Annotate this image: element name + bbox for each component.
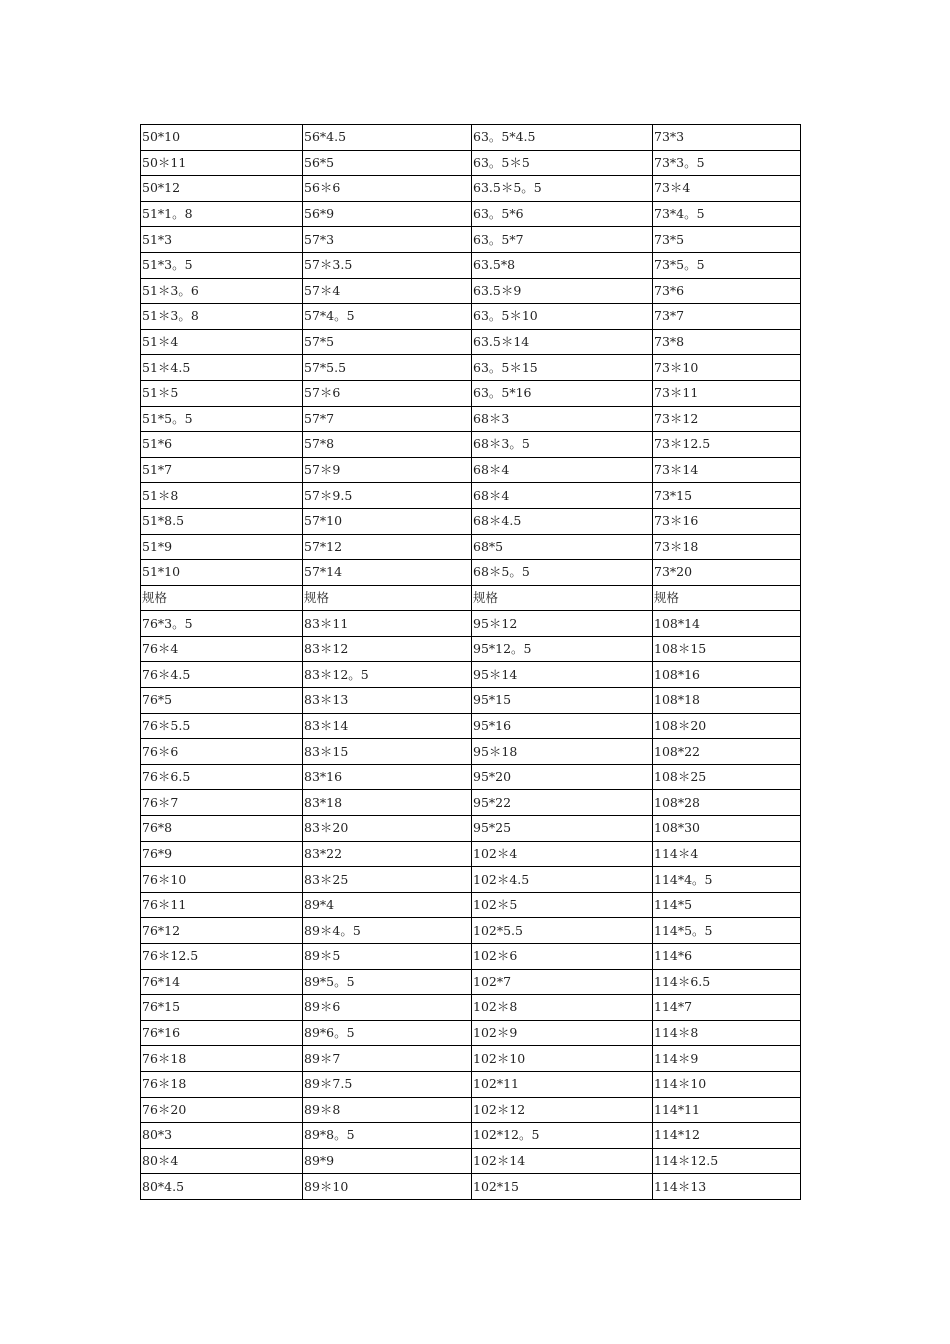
table-cell: 51*1。8 — [141, 201, 303, 227]
table-cell: 102＊12 — [472, 1097, 653, 1123]
table-cell: 108*14 — [653, 611, 801, 637]
table-cell: 73＊11 — [653, 380, 801, 406]
table-row — [141, 918, 801, 944]
table-cell: 76*14 — [141, 969, 303, 995]
table-cell: 51*5。5 — [141, 406, 303, 432]
table-row — [141, 816, 801, 842]
table-cell: 89＊6 — [303, 995, 472, 1021]
table-cell: 83＊20 — [303, 816, 472, 842]
table-cell: 73*3 — [653, 125, 801, 151]
table-cell: 108＊20 — [653, 713, 801, 739]
table-cell: 50＊11 — [141, 150, 303, 176]
table-cell: 73*5。5 — [653, 252, 801, 278]
table-cell: 63。5*16 — [472, 380, 653, 406]
table-row — [141, 1071, 801, 1097]
table-row — [141, 150, 801, 176]
table-cell: 57*14 — [303, 560, 472, 586]
table-cell: 57*12 — [303, 534, 472, 560]
table-row — [141, 764, 801, 790]
table-cell: 108＊25 — [653, 764, 801, 790]
table-cell: 73＊12 — [653, 406, 801, 432]
table-cell: 51*10 — [141, 560, 303, 586]
table-cell: 50*10 — [141, 125, 303, 151]
table-cell: 114＊6.5 — [653, 969, 801, 995]
table-cell: 95＊18 — [472, 739, 653, 765]
table-cell: 76*12 — [141, 918, 303, 944]
table-cell: 51*9 — [141, 534, 303, 560]
table-cell: 76＊5.5 — [141, 713, 303, 739]
table-cell: 57*4。5 — [303, 304, 472, 330]
table-cell: 114*7 — [653, 995, 801, 1021]
table-cell: 80*3 — [141, 1123, 303, 1149]
table-cell: 73*6 — [653, 278, 801, 304]
table-cell: 56*9 — [303, 201, 472, 227]
table-cell: 76*9 — [141, 841, 303, 867]
table-row — [141, 201, 801, 227]
table-cell: 68*5 — [472, 534, 653, 560]
table-cell: 50*12 — [141, 176, 303, 202]
table-cell: 89*8。5 — [303, 1123, 472, 1149]
table-cell: 102＊10 — [472, 1046, 653, 1072]
table-cell: 73*3。5 — [653, 150, 801, 176]
table-cell: 76＊10 — [141, 867, 303, 893]
table-cell: 规格 — [472, 585, 653, 611]
table-cell: 73*8 — [653, 329, 801, 355]
table-cell: 规格 — [653, 585, 801, 611]
spec-table — [140, 124, 801, 1200]
table-cell: 68＊3 — [472, 406, 653, 432]
table-cell: 规格 — [303, 585, 472, 611]
table-cell: 83＊12 — [303, 636, 472, 662]
table-cell: 108*16 — [653, 662, 801, 688]
table-cell: 83＊11 — [303, 611, 472, 637]
table-cell: 114*11 — [653, 1097, 801, 1123]
table-row — [141, 713, 801, 739]
table-cell: 83＊25 — [303, 867, 472, 893]
table-cell: 76＊6 — [141, 739, 303, 765]
table-cell: 76＊12.5 — [141, 944, 303, 970]
table-cell: 73＊10 — [653, 355, 801, 381]
table-cell: 76*16 — [141, 1020, 303, 1046]
table-cell: 102＊14 — [472, 1148, 653, 1174]
table-cell: 89*5。5 — [303, 969, 472, 995]
table-cell: 73*15 — [653, 483, 801, 509]
table-cell: 102＊9 — [472, 1020, 653, 1046]
table-cell: 51*8.5 — [141, 508, 303, 534]
table-cell: 76＊4 — [141, 636, 303, 662]
table-row — [141, 662, 801, 688]
table-cell: 102*15 — [472, 1174, 653, 1200]
table-cell: 102＊4 — [472, 841, 653, 867]
table-cell: 57＊3.5 — [303, 252, 472, 278]
table-row — [141, 406, 801, 432]
table-cell: 63。5*4.5 — [472, 125, 653, 151]
table-cell: 102＊8 — [472, 995, 653, 1021]
table-cell: 95*16 — [472, 713, 653, 739]
table-cell: 80＊4 — [141, 1148, 303, 1174]
table-cell: 57*3 — [303, 227, 472, 253]
table-cell: 57*5 — [303, 329, 472, 355]
table-cell: 80*4.5 — [141, 1174, 303, 1200]
table-cell: 76＊7 — [141, 790, 303, 816]
table-cell: 89＊8 — [303, 1097, 472, 1123]
table-cell: 108*30 — [653, 816, 801, 842]
table-cell: 63。5＊5 — [472, 150, 653, 176]
table-cell: 57*5.5 — [303, 355, 472, 381]
table-cell: 89＊7 — [303, 1046, 472, 1072]
table-cell: 57*7 — [303, 406, 472, 432]
table-cell: 89＊7.5 — [303, 1071, 472, 1097]
table-cell: 63.5*8 — [472, 252, 653, 278]
table-cell: 76*5 — [141, 688, 303, 714]
table-row — [141, 969, 801, 995]
table-cell: 102*5.5 — [472, 918, 653, 944]
table-cell: 76＊18 — [141, 1071, 303, 1097]
table-row — [141, 1148, 801, 1174]
table-row — [141, 585, 801, 611]
table-cell: 51*3。5 — [141, 252, 303, 278]
table-cell: 108＊15 — [653, 636, 801, 662]
table-cell: 95*15 — [472, 688, 653, 714]
table-cell: 102*7 — [472, 969, 653, 995]
table-cell: 89＊4。5 — [303, 918, 472, 944]
table-cell: 73*20 — [653, 560, 801, 586]
table-cell: 57*10 — [303, 508, 472, 534]
table-row — [141, 125, 801, 151]
table-cell: 51*7 — [141, 457, 303, 483]
table-cell: 规格 — [141, 585, 303, 611]
table-cell: 114*12 — [653, 1123, 801, 1149]
table-cell: 63.5＊9 — [472, 278, 653, 304]
table-cell: 114*5。5 — [653, 918, 801, 944]
table-row — [141, 278, 801, 304]
table-cell: 63。5*7 — [472, 227, 653, 253]
table-cell: 83*18 — [303, 790, 472, 816]
table-row — [141, 508, 801, 534]
table-cell: 83*16 — [303, 764, 472, 790]
table-cell: 114＊4 — [653, 841, 801, 867]
table-cell: 83＊15 — [303, 739, 472, 765]
table-cell: 114*6 — [653, 944, 801, 970]
table-cell: 83*22 — [303, 841, 472, 867]
table-cell: 73＊16 — [653, 508, 801, 534]
table-row — [141, 534, 801, 560]
table-cell: 51*6 — [141, 432, 303, 458]
table-cell: 76*8 — [141, 816, 303, 842]
table-cell: 51＊4 — [141, 329, 303, 355]
table-cell: 63。5＊15 — [472, 355, 653, 381]
table-cell: 56＊6 — [303, 176, 472, 202]
table-cell: 57＊9 — [303, 457, 472, 483]
table-row — [141, 944, 801, 970]
table-row — [141, 483, 801, 509]
table-row — [141, 636, 801, 662]
table-cell: 102*11 — [472, 1071, 653, 1097]
table-cell: 73＊4 — [653, 176, 801, 202]
table-row — [141, 457, 801, 483]
table-cell: 83＊14 — [303, 713, 472, 739]
table-cell: 73＊12.5 — [653, 432, 801, 458]
table-row — [141, 867, 801, 893]
table-row — [141, 841, 801, 867]
table-cell: 68＊4.5 — [472, 508, 653, 534]
table-cell: 51＊3。6 — [141, 278, 303, 304]
table-cell: 76＊4.5 — [141, 662, 303, 688]
table-cell: 51＊4.5 — [141, 355, 303, 381]
table-cell: 63.5＊5。5 — [472, 176, 653, 202]
table-row — [141, 176, 801, 202]
table-row — [141, 560, 801, 586]
table-cell: 73＊14 — [653, 457, 801, 483]
table-cell: 102＊6 — [472, 944, 653, 970]
table-cell: 95*22 — [472, 790, 653, 816]
table-cell: 51＊3。8 — [141, 304, 303, 330]
table-cell: 95＊12 — [472, 611, 653, 637]
table-row — [141, 380, 801, 406]
table-cell: 89*6。5 — [303, 1020, 472, 1046]
table-cell: 56*5 — [303, 150, 472, 176]
table-row — [141, 611, 801, 637]
table-cell: 73*4。5 — [653, 201, 801, 227]
table-cell: 83＊12。5 — [303, 662, 472, 688]
table-cell: 56*4.5 — [303, 125, 472, 151]
table-cell: 51＊5 — [141, 380, 303, 406]
table-row — [141, 432, 801, 458]
table-row — [141, 1123, 801, 1149]
table-cell: 95＊14 — [472, 662, 653, 688]
table-cell: 114＊9 — [653, 1046, 801, 1072]
table-cell: 57*8 — [303, 432, 472, 458]
table-row — [141, 995, 801, 1021]
table-row — [141, 688, 801, 714]
table-cell: 114*4。5 — [653, 867, 801, 893]
table-cell: 57＊4 — [303, 278, 472, 304]
table-row — [141, 329, 801, 355]
table-row — [141, 1046, 801, 1072]
table-cell: 95*25 — [472, 816, 653, 842]
table-cell: 51＊8 — [141, 483, 303, 509]
table-cell: 114*5 — [653, 892, 801, 918]
table-cell: 102＊5 — [472, 892, 653, 918]
table-row — [141, 1020, 801, 1046]
table-row — [141, 892, 801, 918]
table-row — [141, 1174, 801, 1200]
table-cell: 89＊5 — [303, 944, 472, 970]
table-cell: 76＊20 — [141, 1097, 303, 1123]
table-cell: 76＊6.5 — [141, 764, 303, 790]
table-cell: 102＊4.5 — [472, 867, 653, 893]
table-cell: 63.5＊14 — [472, 329, 653, 355]
table-cell: 83＊13 — [303, 688, 472, 714]
table-cell: 114＊8 — [653, 1020, 801, 1046]
table-cell: 114＊13 — [653, 1174, 801, 1200]
table-cell: 68＊4 — [472, 483, 653, 509]
table-cell: 68＊5。5 — [472, 560, 653, 586]
table-cell: 73*7 — [653, 304, 801, 330]
table-cell: 57＊6 — [303, 380, 472, 406]
table-cell: 76＊18 — [141, 1046, 303, 1072]
table-cell: 108*28 — [653, 790, 801, 816]
table-row — [141, 252, 801, 278]
table-cell: 108*18 — [653, 688, 801, 714]
table-row — [141, 1097, 801, 1123]
table-cell: 76*3。5 — [141, 611, 303, 637]
table-row — [141, 790, 801, 816]
table-cell: 68＊3。5 — [472, 432, 653, 458]
table-cell: 63。5*6 — [472, 201, 653, 227]
table-cell: 95*20 — [472, 764, 653, 790]
table-cell: 89*9 — [303, 1148, 472, 1174]
table-cell: 114＊10 — [653, 1071, 801, 1097]
table-cell: 114＊12.5 — [653, 1148, 801, 1174]
table-cell: 108*22 — [653, 739, 801, 765]
table-cell: 89*4 — [303, 892, 472, 918]
table-cell: 57＊9.5 — [303, 483, 472, 509]
table-cell: 51*3 — [141, 227, 303, 253]
table-cell: 73*5 — [653, 227, 801, 253]
table-row — [141, 355, 801, 381]
table-cell: 89＊10 — [303, 1174, 472, 1200]
table-row — [141, 304, 801, 330]
table-cell: 68＊4 — [472, 457, 653, 483]
table-cell: 76＊11 — [141, 892, 303, 918]
table-cell: 73＊18 — [653, 534, 801, 560]
table-row — [141, 739, 801, 765]
table-cell: 95*12。5 — [472, 636, 653, 662]
table-row — [141, 227, 801, 253]
table-cell: 76*15 — [141, 995, 303, 1021]
table-cell: 102*12。5 — [472, 1123, 653, 1149]
spec-table-body — [141, 125, 801, 1200]
table-cell: 63。5＊10 — [472, 304, 653, 330]
